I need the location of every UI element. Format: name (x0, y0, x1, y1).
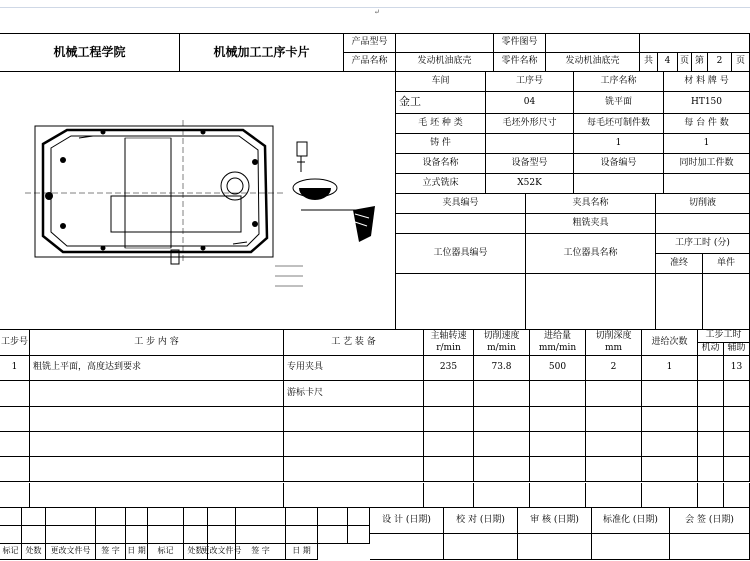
product-name-value[interactable]: 发动机油底壳 (396, 53, 494, 72)
blank-type-label: 毛 坯 种 类 (396, 114, 486, 134)
fixture-no-value[interactable] (396, 214, 526, 234)
paragraph-mark: ↵ (374, 8, 380, 16)
depth-unit: mm (586, 343, 642, 356)
revision-entry-cell[interactable] (184, 526, 208, 544)
design-label: 设 计 (日期) (370, 508, 444, 534)
page-label: 页 (678, 53, 692, 72)
step-equipment-cell[interactable] (284, 457, 424, 482)
school-name: 机械工程学院 (0, 34, 180, 72)
product-model-value[interactable] (396, 34, 494, 53)
pass-count-cell[interactable] (642, 432, 698, 457)
part-sketch (3, 76, 393, 326)
step-content-cell[interactable] (30, 407, 284, 432)
revision-column-label: 更改文件号 (46, 544, 96, 560)
revision-entry-cell[interactable] (46, 508, 96, 526)
revision-column-label: 处数 (22, 544, 46, 560)
step-no-cell[interactable] (0, 483, 30, 508)
revision-entry-cell[interactable] (286, 526, 318, 544)
part-name-value[interactable]: 发动机油底壳 (546, 53, 640, 72)
revision-entry-cell[interactable] (236, 526, 286, 544)
cutting-speed-cell[interactable] (474, 381, 530, 406)
step-content-cell[interactable] (30, 483, 284, 508)
aux-time-cell[interactable] (724, 432, 750, 457)
station-tool-name-value[interactable] (526, 274, 656, 330)
part-name-label: 零件名称 (494, 53, 546, 72)
coolant-label: 切削液 (656, 194, 750, 214)
per-unit-value[interactable]: 1 (664, 134, 750, 154)
aux-time-cell[interactable] (724, 457, 750, 482)
revision-entry-cell[interactable] (22, 526, 46, 544)
equip-model-value[interactable]: X52K (486, 174, 574, 194)
step-content-header: 工 步 内 容 (30, 330, 284, 356)
step-no-cell[interactable]: 1 (0, 356, 30, 381)
revision-entry-cell[interactable] (184, 508, 208, 526)
fixture-name-value[interactable]: 粗铣夹具 (526, 214, 656, 234)
machine-time-cell[interactable] (698, 432, 724, 457)
part-drawing-no-value[interactable] (546, 34, 640, 53)
revision-column-label: 标记 (148, 544, 184, 560)
product-name-label: 产品名称 (344, 53, 396, 72)
machine-time-cell[interactable] (698, 407, 724, 432)
revision-entry-cell[interactable] (348, 508, 370, 526)
per-blank-label: 每毛坯可制件数 (574, 114, 664, 134)
revision-entry-cell[interactable] (96, 508, 126, 526)
step-content-cell[interactable]: 粗铣上平面，高度达到要求 (30, 356, 284, 381)
cut-depth-cell[interactable] (586, 432, 642, 457)
simul-value[interactable] (664, 174, 750, 194)
speed-unit: m/min (474, 343, 530, 356)
revision-column-label: 签 字 (96, 544, 126, 560)
unit-label: 单件 (703, 254, 750, 274)
step-content-cell[interactable] (30, 381, 284, 406)
card-title: 机械加工工序卡片 (180, 34, 344, 72)
standardization-sign[interactable] (592, 534, 670, 560)
feed-unit: mm/min (530, 343, 586, 356)
step-equipment-cell[interactable]: 专用夹具 (284, 356, 424, 381)
op-name-label: 工序名称 (574, 72, 664, 92)
pass-count-cell[interactable] (642, 483, 698, 508)
revision-entry-cell[interactable] (0, 508, 22, 526)
revision-column-label: 标记 (0, 544, 22, 560)
revision-column-label: 日 期 (286, 544, 318, 560)
pass-count-cell[interactable] (642, 457, 698, 482)
sheet-label: 第 (692, 53, 708, 72)
material-value[interactable]: HT150 (664, 92, 750, 114)
revision-entry-cell[interactable] (348, 526, 370, 544)
cutting-speed-cell[interactable] (474, 432, 530, 457)
aux-time-cell[interactable] (724, 483, 750, 508)
step-content-cell[interactable] (30, 457, 284, 482)
step-content-cell[interactable] (30, 432, 284, 457)
total-label: 共 (640, 53, 658, 72)
equip-no-value[interactable] (574, 174, 664, 194)
feed-rate-cell[interactable] (530, 407, 586, 432)
machine-time-header: 机动 (698, 343, 724, 356)
blank-cell (640, 34, 750, 53)
spindle-speed-cell[interactable] (424, 483, 474, 508)
blank-size-label: 毛坯外形尺寸 (486, 114, 574, 134)
feed-header: 进给量 (530, 330, 586, 343)
equip-name-label: 设备名称 (396, 154, 486, 174)
cut-depth-cell[interactable] (586, 381, 642, 406)
revision-entry-cell[interactable] (318, 526, 348, 544)
spindle-header: 主轴转速 (424, 330, 474, 343)
machine-time-cell[interactable] (698, 483, 724, 508)
cutting-speed-cell[interactable] (474, 483, 530, 508)
cut-depth-cell[interactable] (586, 407, 642, 432)
passes-header: 进给次数 (642, 330, 698, 356)
equip-name-value[interactable]: 立式铣床 (396, 174, 486, 194)
step-equipment-cell[interactable] (284, 407, 424, 432)
station-tool-no-label: 工位器具编号 (396, 234, 526, 274)
aux-time-cell[interactable] (724, 381, 750, 406)
per-blank-value[interactable]: 1 (574, 134, 664, 154)
pass-count-cell[interactable]: 1 (642, 356, 698, 381)
machine-time-cell[interactable] (698, 356, 724, 381)
revision-entry-cell[interactable] (148, 526, 184, 544)
countersign-sign[interactable] (670, 534, 750, 560)
step-no-cell[interactable] (0, 407, 30, 432)
station-tool-name-label: 工位器具名称 (526, 234, 656, 274)
feed-rate-cell[interactable] (530, 457, 586, 482)
process-equipment-header: 工 艺 装 备 (284, 330, 424, 356)
design-sign[interactable] (370, 534, 444, 560)
revision-entry-cell[interactable] (22, 508, 46, 526)
step-equipment-cell[interactable] (284, 483, 424, 508)
fixture-no-label: 夹具编号 (396, 194, 526, 214)
coolant-value[interactable] (656, 214, 750, 234)
blank-size-value[interactable] (486, 134, 574, 154)
feed-rate-cell[interactable] (530, 381, 586, 406)
process-card-table (0, 33, 750, 561)
spindle-speed-cell[interactable]: 235 (424, 356, 474, 381)
step-time-header: 工步工时 (698, 330, 750, 343)
revision-entry-cell[interactable] (208, 508, 236, 526)
feed-rate-cell[interactable] (530, 483, 586, 508)
revision-entry-cell[interactable] (96, 526, 126, 544)
total-pages: 4 (658, 53, 678, 72)
revision-entry-cell[interactable] (318, 508, 348, 526)
pass-count-cell[interactable] (642, 407, 698, 432)
simul-label: 同时加工件数 (664, 154, 750, 174)
step-no-header: 工步号 (0, 330, 30, 356)
revision-column-label: 日 期 (126, 544, 148, 560)
standardization-label: 标准化 (日期) (592, 508, 670, 534)
sheet-page-label: 页 (732, 53, 750, 72)
station-tool-no-value[interactable] (396, 274, 526, 330)
equip-no-label: 设备编号 (574, 154, 664, 174)
blank-type-value[interactable]: 铸 件 (396, 134, 486, 154)
op-name-value[interactable]: 铣平面 (574, 92, 664, 114)
cutting-speed-cell[interactable] (474, 457, 530, 482)
spindle-speed-cell[interactable] (424, 432, 474, 457)
prep-time-value[interactable] (656, 274, 703, 330)
revision-entry-cell[interactable] (286, 508, 318, 526)
aux-time-cell[interactable]: 13 (724, 356, 750, 381)
part-drawing-no-label: 零件图号 (494, 34, 546, 53)
revision-column-label: 处数 (184, 544, 208, 560)
revision-column-label: 签 字 (236, 544, 286, 560)
revision-column-label: 更改文件号 (208, 544, 236, 560)
aux-time-header: 辅助 (724, 343, 750, 356)
cutting-speed-cell[interactable]: 73.8 (474, 356, 530, 381)
proofread-label: 校 对 (日期) (444, 508, 518, 534)
sketch-area (0, 72, 396, 330)
step-no-cell[interactable] (0, 457, 30, 482)
aux-time-cell[interactable] (724, 407, 750, 432)
cut-depth-cell[interactable] (586, 483, 642, 508)
revision-entry-cell[interactable] (126, 526, 148, 544)
revision-entry-cell[interactable] (208, 526, 236, 544)
machine-time-cell[interactable] (698, 381, 724, 406)
op-no-value[interactable]: 04 (486, 92, 574, 114)
spindle-speed-cell[interactable] (424, 407, 474, 432)
workshop-label: 车间 (396, 72, 486, 92)
step-no-cell[interactable] (0, 432, 30, 457)
machine-time-cell[interactable] (698, 457, 724, 482)
step-equipment-cell[interactable]: 游标卡尺 (284, 381, 424, 406)
workshop-value[interactable]: 金工 (396, 92, 486, 114)
depth-header: 切削深度 (586, 330, 642, 343)
revision-entry-cell[interactable] (0, 526, 22, 544)
countersign-label: 会 签 (日期) (670, 508, 750, 534)
revision-entry-cell[interactable] (236, 508, 286, 526)
feed-rate-cell[interactable] (530, 432, 586, 457)
spindle-speed-cell[interactable] (424, 457, 474, 482)
revision-entry-cell[interactable] (126, 508, 148, 526)
unit-time-value[interactable] (703, 274, 750, 330)
spindle-speed-cell[interactable] (424, 381, 474, 406)
op-time-label: 工序工时 (分) (656, 234, 750, 254)
cutting-speed-cell[interactable] (474, 407, 530, 432)
material-label: 材 料 牌 号 (664, 72, 750, 92)
fixture-name-label: 夹具名称 (526, 194, 656, 214)
review-label: 审 核 (日期) (518, 508, 592, 534)
document-ruler (0, 0, 750, 8)
step-equipment-cell[interactable] (284, 432, 424, 457)
spindle-unit: r/min (424, 343, 474, 356)
pass-count-cell[interactable] (642, 381, 698, 406)
step-no-cell[interactable] (0, 381, 30, 406)
proofread-sign[interactable] (444, 534, 518, 560)
cut-depth-cell[interactable] (586, 457, 642, 482)
equip-model-label: 设备型号 (486, 154, 574, 174)
per-unit-label: 每 台 件 数 (664, 114, 750, 134)
review-sign[interactable] (518, 534, 592, 560)
cut-depth-cell[interactable]: 2 (586, 356, 642, 381)
product-model-label: 产品型号 (344, 34, 396, 53)
feed-rate-cell[interactable]: 500 (530, 356, 586, 381)
revision-entry-cell[interactable] (46, 526, 96, 544)
prep-label: 准终 (656, 254, 703, 274)
sheet-no: 2 (708, 53, 732, 72)
revision-entry-cell[interactable] (148, 508, 184, 526)
op-no-label: 工序号 (486, 72, 574, 92)
speed-header: 切削速度 (474, 330, 530, 343)
